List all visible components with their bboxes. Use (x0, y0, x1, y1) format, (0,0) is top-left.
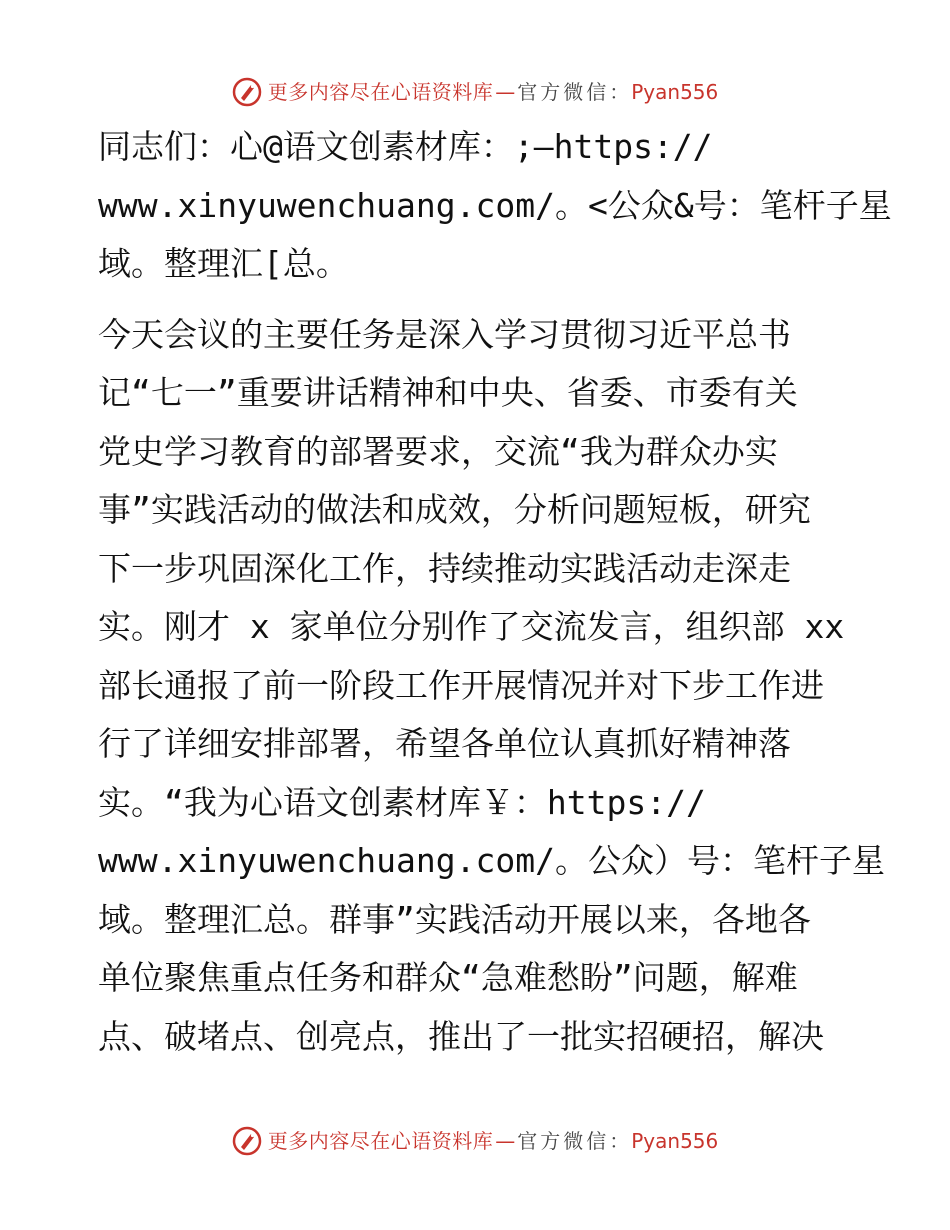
text-line: 同志们：心@语文创素材库：;—https:// (98, 127, 713, 166)
banner-colon: ： (609, 80, 630, 104)
banner-official-label: 官方微信 (517, 80, 610, 104)
text-line: 实。“我为心语文创素材库￥：https:// (98, 782, 706, 822)
pen-nib-logo-icon (232, 77, 262, 107)
text-line: 事”实践活动的做法和成效，分析问题短板，研究 (98, 490, 811, 529)
pen-nib-logo-icon (232, 1126, 262, 1156)
text-line: 记“七一”重要讲话精神和中央、省委、市委有关 (98, 373, 798, 412)
banner-separator: — (495, 1129, 516, 1153)
banner-account-id: Pyan556 (631, 80, 719, 104)
text-line: 单位聚焦重点任务和群众“急难愁盼”问题，解难 (98, 958, 798, 997)
text-line: 域。整理汇总。群事”实践活动开展以来，各地各 (98, 899, 811, 939)
banner-official-label: 官方微信 (517, 1129, 610, 1153)
banner-colon: ： (609, 1129, 630, 1153)
header-banner (0, 77, 950, 107)
text-line: 部长通报了前一阶段工作开展情况并对下步工作进 (98, 665, 824, 705)
text-line: 点、破堵点、创亮点，推出了一批实招硬招，解决 (98, 1016, 824, 1056)
text-line: www.xinyuwenchuang.com/。<公众&号：笔杆子星 (98, 185, 892, 225)
paragraph-main (98, 306, 885, 1067)
text-line: 下一步巩固深化工作，持续推动实践活动走深走 (98, 548, 791, 588)
document-body (98, 118, 892, 1066)
paragraph-greeting (98, 118, 892, 294)
text-line: 今天会议的主要任务是深入学习贯彻习近平总书 (98, 314, 791, 354)
banner-main-text: 更多内容尽在心语资料库 (267, 1129, 494, 1153)
banner-separator: — (495, 80, 516, 104)
text-line: 党史学习教育的部署要求，交流“我为群众办实 (98, 431, 778, 471)
banner-main-text: 更多内容尽在心语资料库 (267, 80, 494, 104)
text-line: www.xinyuwenchuang.com/。公众）号：笔杆子星 (98, 841, 885, 880)
banner-account-id: Pyan556 (631, 1129, 719, 1153)
text-line: 行了详细安排部署，希望各单位认真抓好精神落 (98, 724, 791, 763)
text-line: 域。整理汇[总。 (98, 244, 349, 283)
text-line: 实。刚才 x 家单位分别作了交流发言，组织部 xx (98, 607, 845, 646)
footer-banner (0, 1126, 950, 1156)
